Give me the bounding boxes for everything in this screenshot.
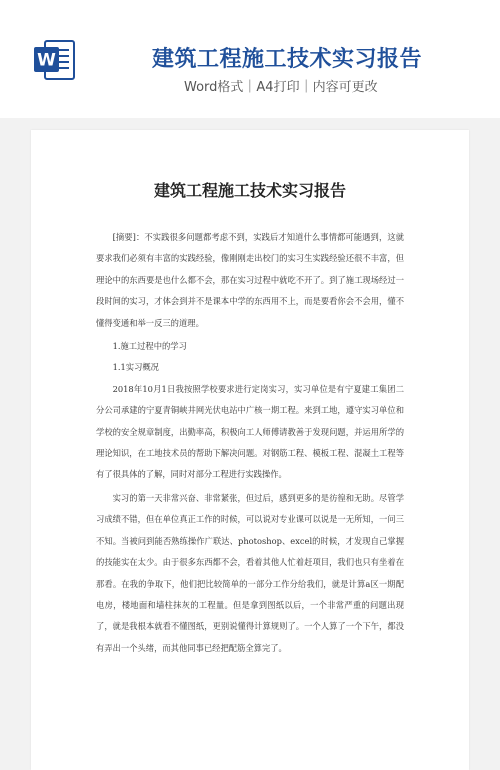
- abstract-paragraph: [摘要]：不实践很多问题都考虑不到，实践后才知道什么事情都可能遇到，这就要求我们必须有丰富的实践经验，像刚刚走出校门的实习生实践经验还很不丰富，但理论中的东西要是也什么都不会，那在实习过程中就吃不开了。到了施工现场经过一段时间的实习，才体会到并不是课本中学的东西用不上，而是要看你会不会用，懂不懂得变通和举一反三的道理。: [96, 232, 404, 328]
- word-doc-icon: [31, 37, 77, 83]
- word-logo-letter: W: [37, 50, 56, 71]
- header-banner: [0, 0, 500, 118]
- body-paragraph: 2018年10月1日我按照学校要求进行定岗实习，实习单位是有宁夏建工集团二分公司承建的宁夏青铜峡井网光伏电站中广核一期工程。来到工地，遵守实习单位和学校的安全规章制度，出勤率高，积极向工人师傅请教善于发现问题，并运用所学的理论知识，在工地技术员的帮助下解决问题。对钢筋工程、模板工程、混凝土工程等有了很具体的了解，同时对部分工程进行实践操作。: [96, 383, 404, 480]
- header-title: 建筑工程施工技术实习报告: [152, 47, 423, 72]
- section-heading: 1.施工过程中的学习: [112, 341, 187, 352]
- header-subtitle: Word格式｜A4打印｜内容可更改: [184, 80, 378, 95]
- document-body: [96, 227, 404, 659]
- document-title: 建筑工程施工技术实习报告: [153, 181, 346, 200]
- subsection-heading: 1.1实习概况: [112, 362, 159, 373]
- document-page: [31, 130, 469, 770]
- body-paragraph: 实习的第一天非常兴奋、非常紧张，但过后，感到更多的是彷徨和无助。尽管学习成绩不错，但在单位真正工作的时候，可以说对专业课可以说是一无所知，一问三不知。当被问到能否熟练操作广联达、photoshop、excel的时候，才发现自己掌握的技能实在太少。由于很多东西都不会，看着其他人忙着赶项目，我们也只有坐着在那看。在我的争取下，他们把比较简单的一部分工作分给我们，就是计算a区一期配电房，楼地面和墙柱抹灰的工程量。但是拿到图纸以后，一个非常严重的问题出现了，就是我根本就看不懂图纸，更别说懂得计算规则了。一个人算了一个下午，都没有弄出一个头绪，而其他同事已经把配筋全算完了。: [96, 492, 404, 653]
